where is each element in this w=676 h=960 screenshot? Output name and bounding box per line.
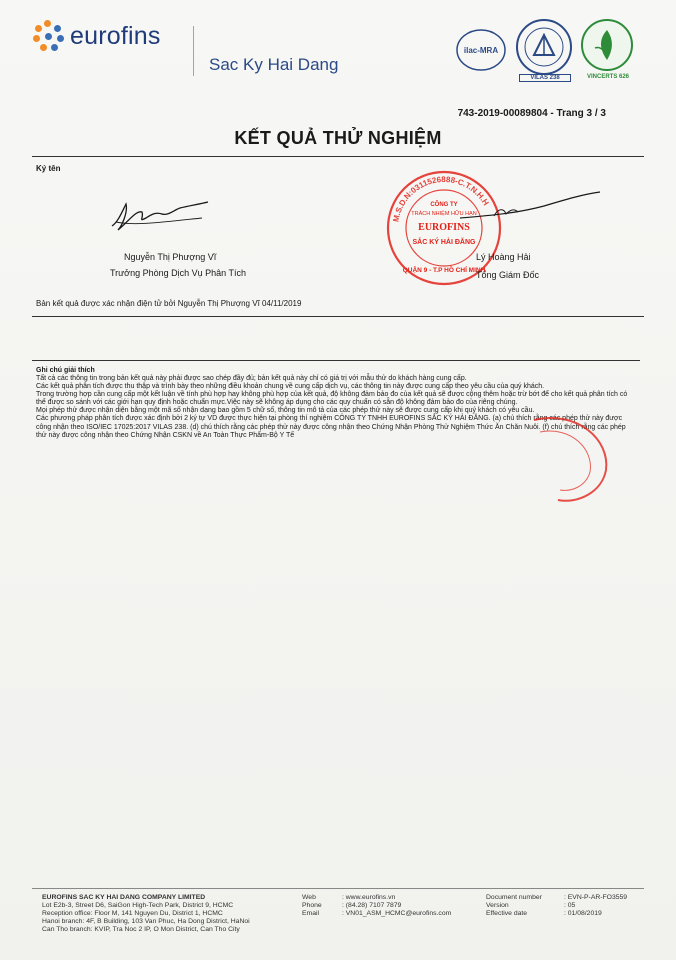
footer-address-line: Can Tho branch: KVIP, Tra Noc 2 IP, O Mon District, Can Tho City [42,926,240,933]
ilac-mra-logo [455,26,507,74]
signer-1-name: Nguyễn Thị Phượng Vĩ [124,252,217,262]
brand-subtitle: Sac Ky Hai Dang [209,55,339,74]
verification-rule [32,316,644,317]
svg-text:CÔNG TY: CÔNG TY [430,202,458,208]
footer-address-line: Lot E2b-3, Street D6, SaiGon High-Tech Park, District 9, HCMC [42,902,234,909]
signer-1-role: Trưởng Phòng Dịch Vụ Phân Tích [110,268,246,278]
brand-name: eurofins [70,21,161,50]
note-line: Trong trường hợp cần cung cấp một kết luận về tính phù hợp hay không phù hợp của kết quả, độ không đảm bảo đo của kết quả sẽ được cộng thêm hoặc trừ bớt để cho kết quả phân tích có thể được so sánh với các giới hạn quy định hoặc chuẩn mực.Việc này sẽ không áp dụng cho các quy chuẩn có sẵn độ không đảm bảo đo của riêng chúng. [36,391,628,407]
email-label: Email [302,910,319,917]
svg-text:M.S.D.N:0311526888-C.T.N.H.H: M.S.D.N:0311526888-C.T.N.H.H [391,174,491,223]
svg-text:ilac-MRA: ilac-MRA [463,46,499,55]
eurofins-dots-icon [32,20,64,52]
svg-text:SẮC KÝ HẢI ĐĂNG: SẮC KÝ HẢI ĐĂNG [412,239,476,246]
signer-2-role: Tổng Giám Đốc [476,270,540,280]
footer-address-line: Hanoi branch: 4F, B Building, 103 Van Phuc, Ha Dong District, HaNoi [42,918,250,925]
note-line: Các kết quả phân tích được thu thập và trình bày theo những điều khoản chung về cung cấp dịch vụ, các thông tin này được cung cấp theo yêu cầu của quý khách. [36,383,545,391]
note-line: Các phương pháp phân tích được xác định bởi 2 ký tự VD được thực hiện tại phòng thí nghiệm CÔNG TY TNHH EUROFINS SẮC KÝ HẢI ĐĂNG. (a) chú thích rằng các phép thử này được công nhận theo ISO/IEC 17025:2017 VILAS 238. (d) chú thích rằng các phép thử này được công nhận theo Chứng Nhận Phòng Thử Nghiệm Thức Ăn Chăn Nuôi. (f) chú thích rằng các phép thử này được công nhận theo Chứng Nhận CSKN về An Toàn Thực Phẩm-Bộ Y Tế [36,415,626,439]
signer-2-name: Lý Hoàng Hải [476,252,531,262]
partial-stamp [528,410,612,506]
document-title: KẾT QUẢ THỬ NGHIỆM [234,128,442,148]
title-rule [32,156,644,157]
web-link[interactable]: : www.eurofins.vn [342,894,396,901]
svg-text:TRÁCH NHIỆM HỮU HẠN: TRÁCH NHIỆM HỮU HẠN [411,211,477,217]
vincerts-logo [580,18,634,74]
phone-value: : (84.28) 7107 7879 [342,902,402,909]
footer-contact-values [342,894,451,918]
vilas-logo [515,18,573,76]
signature-2 [454,186,604,234]
footer-doc-labels [486,894,542,918]
web-label: Web [302,894,316,901]
footer-address [42,894,250,934]
footer-address-line: Reception office: Floor M, 141 Nguyen Du, District 1, HCMC [42,910,223,917]
vincerts-caption: VINCERTS 626 [586,74,629,80]
email-link[interactable]: : VN01_ASM_HCMC@eurofins.com [342,910,452,917]
header-divider [193,26,194,76]
phone-label: Phone [302,902,322,909]
notes-title: Ghi chú giải thích [36,367,95,374]
version-value: : 05 [564,902,576,909]
signature-section-label: Ký tên [36,164,61,173]
svg-text:EUROFINS: EUROFINS [418,222,470,233]
verification-note: Bản kết quả được xác nhận điện tử bởi Nguyễn Thị Phượng Vĩ 04/11/2019 [36,299,302,308]
doc-number-value: : EVN-P-AR-FO3559 [564,894,628,901]
footer-company: EUROFINS SAC KY HAI DANG COMPANY LIMITED [42,894,206,901]
note-line: Tất cả các thông tin trong bản kết quả này phải được sao chép đầy đủ; bản kết quả này chỉ có giá trị với mẫu thử do khách hàng cung cấp. [36,375,467,382]
document-reference: 743-2019-00089804 - Trang 3 / 3 [457,108,606,119]
vilas-caption: VILAS 238 [519,74,571,82]
footer-doc-values [564,894,627,918]
note-line: Mọi phép thử được nhận diện bằng một mã số nhận dạng bao gồm 5 chữ số, thông tin mô tả của các phép thử này sẽ được cung cấp khi quý khách có yêu cầu. [36,407,535,415]
footer-rule [32,888,644,889]
eurofins-logo [32,20,161,52]
version-label: Version [486,902,509,909]
footer-contact-labels [302,894,322,918]
effective-date-label: Effective date [486,910,528,917]
doc-number-label: Document number [486,894,542,901]
signature-1 [104,192,214,240]
svg-text:QUẬN 9 - T.P HỒ CHÍ MINH: QUẬN 9 - T.P HỒ CHÍ MINH [402,267,486,274]
effective-date-value: : 01/08/2019 [564,910,602,917]
